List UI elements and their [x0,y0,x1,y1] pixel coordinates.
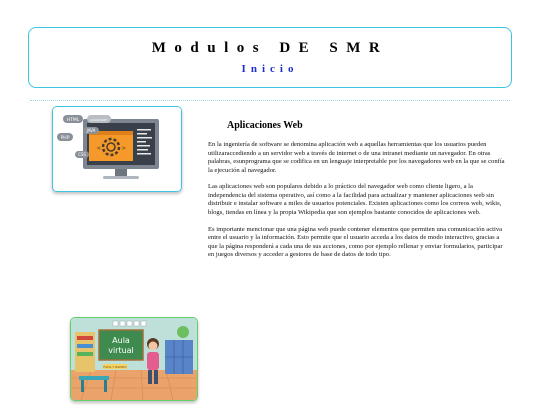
article-paragraph: Las aplicaciones web son populares debido a lo práctico del navegador web como cliente ligero, a la independencia del sistema operativo, así como a la facilidad para actualizar y mantener aplicaciones web sin distribuir e instalar software a miles de usuarios potenciales. Existen aplicaciones como los correos web, wikis, blogs, tiendas en línea y la propia Wikipedia que son ejemplos bastante conocidos de aplicaciones web. [208,183,502,216]
article-heading: Aplicaciones Web [227,120,303,131]
svg-text:>: > [122,145,126,152]
desk-icon [79,376,109,380]
chalkboard-icon [99,330,143,360]
svg-text:FACIL Y RAPIDO: FACIL Y RAPIDO [103,364,127,369]
svg-text:<: < [97,145,101,152]
lockers-icon [165,340,193,374]
section-divider [30,100,510,101]
svg-text:virtual: virtual [108,346,134,355]
svg-text:Aula: Aula [112,336,130,345]
plant-icon [177,326,189,338]
floor-icon [71,370,197,400]
svg-text:JAVA: JAVA [86,128,96,134]
svg-text:CSS: CSS [78,152,86,158]
nav-link-inicio[interactable]: Inicio [241,63,299,75]
article-paragraph: Es importante mencionar que una página web puede contener elementos que permiten una comunicación activa entre el usuario y la información. Esto permite que el usuario acceda a los datos de modo interactivo, gracias a que la página responderá a cada una de sus acciones, como por ejemplo rellenar y enviar formularios, participar en juegos diversos y acceder a gestores de base de datos de todo tipo. [208,225,503,259]
svg-text:JAVASCRIPT: JAVASCRIPT [90,117,108,122]
virtual-classroom-illustration [70,317,198,401]
svg-text:PHP: PHP [60,136,70,141]
web-apps-image [53,107,181,191]
article-aplicaciones-web [208,120,510,268]
site-header [28,27,512,88]
article-paragraph: En la ingeniería de software se denomina aplicación web a aquellas herramientas que los usuarios pueden utilizaraccediendo a un servidor web a través de internet o de una intranet mediante un navegador. En otras palabras, esunprograma que se codifica en un lenguaje interpretable por los navegadores web en la que se confía la ejecución al navegador. [208,141,505,174]
virtual-classroom-image [71,318,197,400]
site-title: Modulos DE SMR [151,40,389,56]
web-apps-illustration [52,106,182,192]
svg-text:HTML: HTML [66,118,80,123]
browser-window-icon [89,131,133,161]
